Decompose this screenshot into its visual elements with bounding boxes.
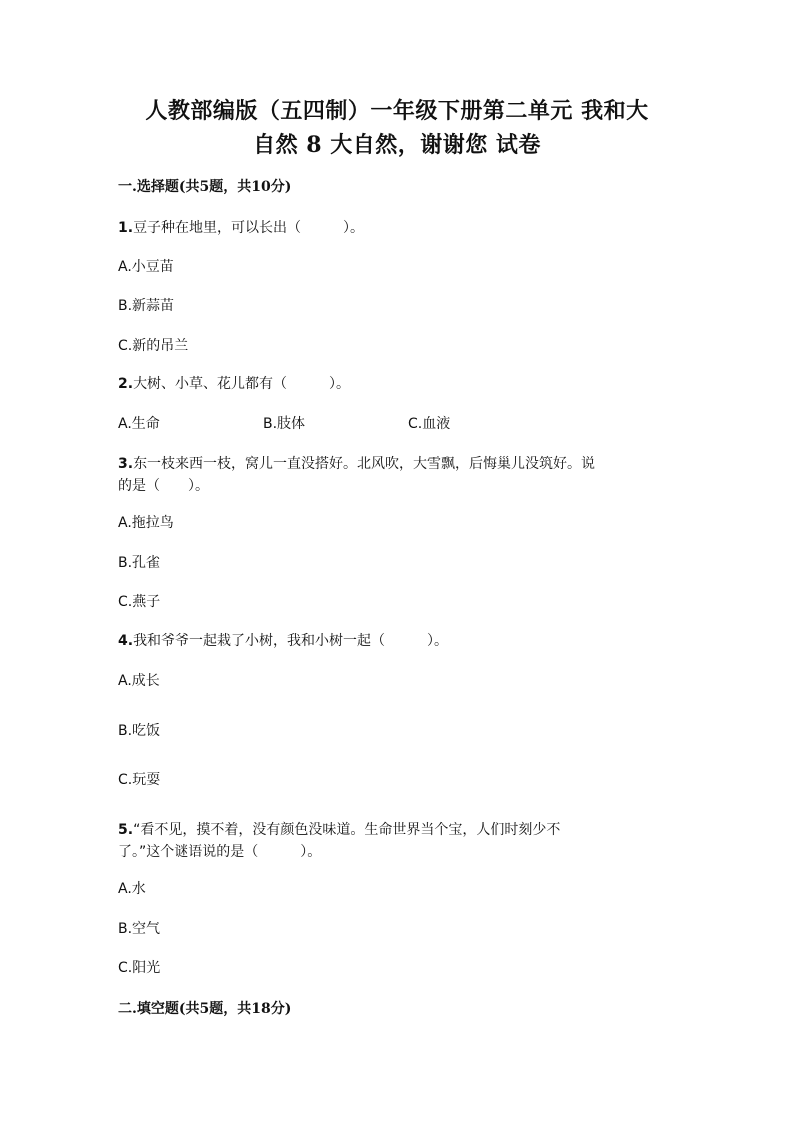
option-1c: C.新的吊兰 xyxy=(118,338,189,354)
question-text-line1: 东一枝来西一枝，窝儿一直没搭好。北风吹，大雪飘，后悔巢儿没筑好。说 xyxy=(133,456,596,472)
option-4c: C.玩耍 xyxy=(118,772,161,788)
question-3-continued xyxy=(118,475,678,497)
option-1b: B.新蒜苗 xyxy=(118,298,175,314)
section-fill-heading: 二.填空题(共5题，共18分) xyxy=(118,1001,292,1017)
option-3c: C.燕子 xyxy=(118,594,161,610)
question-number: 4. xyxy=(118,633,134,649)
question-2 xyxy=(118,373,678,395)
question-text: 我和爷爷一起栽了小树，我和小树一起（ ）。 xyxy=(133,633,449,649)
option-4b: B.吃饭 xyxy=(118,723,161,739)
exam-title-line1: 人教部编版（五四制）一年级下册第二单元 我和大 xyxy=(145,98,649,124)
option-1a: A.小豆苗 xyxy=(118,259,174,275)
question-5-continued xyxy=(118,841,678,863)
question-4 xyxy=(118,630,678,652)
option-2c: C.血液 xyxy=(408,416,451,432)
option-5a: A.水 xyxy=(118,881,146,897)
question-3 xyxy=(118,453,678,475)
question-text: 豆子种在地里，可以长出（ ）。 xyxy=(133,220,365,236)
question-5 xyxy=(118,819,678,841)
option-2b: B.肢体 xyxy=(263,416,306,432)
question-number: 1. xyxy=(118,220,134,236)
question-1 xyxy=(118,217,678,239)
question-text: 大树、小草、花儿都有（ ）。 xyxy=(133,376,351,392)
option-5b: B.空气 xyxy=(118,921,161,937)
question-text-line2: 的是（ ）。 xyxy=(118,478,209,494)
option-3a: A.拖拉鸟 xyxy=(118,515,174,531)
option-4a: A.成长 xyxy=(118,673,160,689)
question-text-line1: “看不见，摸不着，没有颜色没味道。生命世界当个宝，人们时刻少不 xyxy=(133,822,561,838)
option-5c: C.阳光 xyxy=(118,960,161,976)
question-number: 5. xyxy=(118,822,134,838)
question-text-line2: 了。”这个谜语说的是（ ）。 xyxy=(118,844,322,860)
question-number: 3. xyxy=(118,456,134,472)
exam-title-line2: 自然 8 大自然，谢谢您 试卷 xyxy=(253,132,541,158)
question-number: 2. xyxy=(118,376,134,392)
option-3b: B.孔雀 xyxy=(118,555,161,571)
section-choice-heading: 一.选择题(共5题，共10分) xyxy=(118,179,292,195)
option-2a: A.生命 xyxy=(118,416,160,432)
